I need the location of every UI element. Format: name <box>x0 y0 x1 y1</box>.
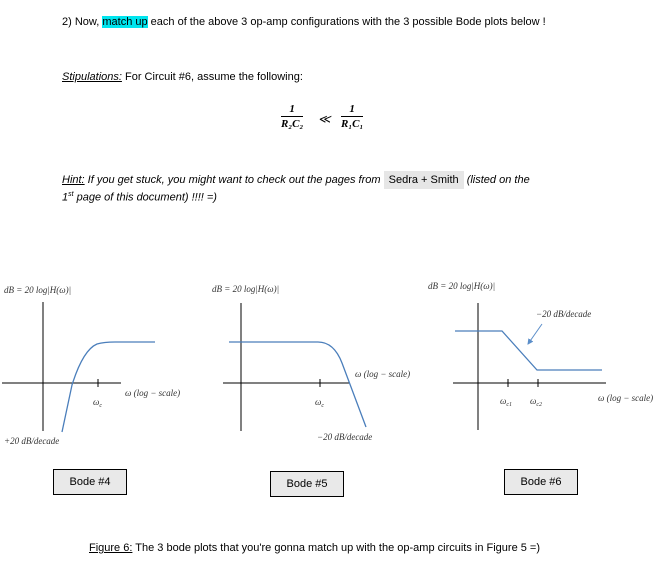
bode-4-label-box <box>53 469 127 495</box>
fraction-left-numerator: 1 <box>281 103 303 117</box>
plot4-corner-label <box>93 397 102 409</box>
stipulations-text: For Circuit #6, assume the following: <box>121 71 303 83</box>
figure-caption <box>89 542 540 554</box>
fraction-right-numerator: 1 <box>341 103 363 117</box>
hint-text-b: (listed on the <box>466 174 530 186</box>
caption-label: Figure 6: <box>89 542 133 554</box>
bode-5-label-box <box>270 471 344 497</box>
stipulations-label: Stipulations: <box>62 71 122 83</box>
plot6-ylabel: dB = 20 log|H(ω)| <box>428 281 496 291</box>
plot5-ylabel: dB = 20 log|H(ω)| <box>212 284 280 294</box>
question-prefix: 2) Now, <box>62 16 103 28</box>
bode-plot-4 <box>2 285 180 446</box>
plot6-corner1-symbol: ω <box>500 396 507 406</box>
plot6-corner1-sub: c1 <box>506 402 513 408</box>
plot5-corner-sub: c <box>321 403 325 409</box>
plot5-xlabel: ω (log − scale) <box>355 369 411 379</box>
plot5-slope-label: −20 dB/decade <box>317 432 373 442</box>
bode-4-label: Bode #4 <box>69 476 111 488</box>
hint-label: Hint: <box>62 174 85 186</box>
highlighted-phrase: match up <box>102 16 148 28</box>
bode-6-label: Bode #6 <box>520 476 562 488</box>
hint-line2-sup: st <box>68 191 74 198</box>
hint-line2-a: 1 <box>62 191 69 204</box>
plot6-xlabel: ω (log − scale) <box>598 393 654 403</box>
book-reference: Sedra + Smith <box>384 171 464 189</box>
plot4-corner-symbol: ω <box>93 397 100 407</box>
plot5-corner-label <box>315 397 324 409</box>
plot4-response-curve <box>62 342 155 432</box>
hint-line2-b: page of this document) !!!! =) <box>73 191 217 204</box>
caption-text: The 3 bode plots that you're gonna match up with the op-amp circuits in Figure 5 =) <box>132 542 541 554</box>
much-less-than-symbol: ≪ <box>318 112 331 126</box>
plot4-xlabel: ω (log − scale) <box>125 388 181 398</box>
bode-6-label-box <box>504 469 578 495</box>
plot6-slope-label: −20 dB/decade <box>536 309 592 319</box>
plot4-ylabel: dB = 20 log|H(ω)| <box>4 285 72 295</box>
bode-5-label: Bode #5 <box>286 478 328 490</box>
plot6-response-curve <box>455 331 602 370</box>
plot6-corner2-label <box>530 396 542 408</box>
fraction-right-denominator: R₁C₁ <box>341 118 364 130</box>
hint-text-a: If you get stuck, you might want to check out the pages from <box>84 174 381 186</box>
bode-plot-5 <box>212 284 410 442</box>
plot6-slope-arrow <box>528 324 542 344</box>
plot4-slope-label: +20 dB/decade <box>4 436 60 446</box>
plot5-response-curve <box>229 342 366 427</box>
question-suffix: each of the above 3 op-amp configurations with the 3 possible Bode plots below ! <box>147 16 546 28</box>
plot6-corner1-label <box>500 396 512 408</box>
plot5-corner-symbol: ω <box>315 397 322 407</box>
plot4-corner-sub: c <box>99 403 103 409</box>
bode-plot-6 <box>428 281 653 430</box>
plot6-corner2-sub: c2 <box>536 402 543 408</box>
fraction-left-denominator: R₂C₂ <box>281 118 304 130</box>
plot6-corner2-symbol: ω <box>530 396 537 406</box>
